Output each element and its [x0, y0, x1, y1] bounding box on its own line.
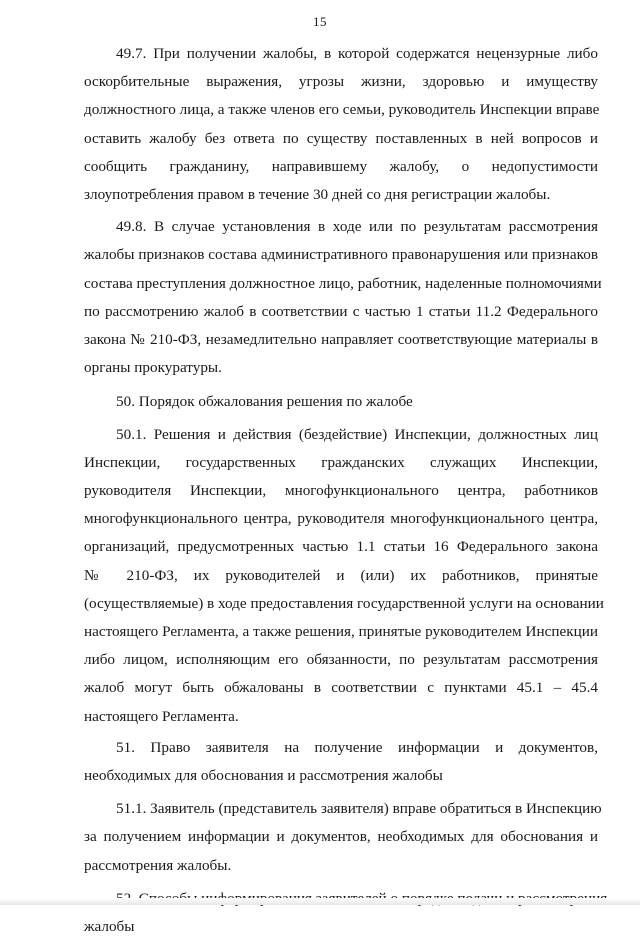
text-line: рассмотрения жалобы.	[84, 856, 232, 874]
text-line: настоящего Регламента.	[84, 707, 239, 725]
text-line: жалоб могут быть обжалованы в соответствии с пунктами 45.1 – 45.4	[84, 679, 598, 697]
text-line: оскорбительные выражения, угрозы жизни, здоровью и имуществу	[84, 73, 598, 91]
paragraph-p50	[84, 388, 598, 416]
text-line: 51. Право заявителя на получение информации и документов,	[116, 738, 598, 756]
page-bottom-edge	[0, 898, 640, 905]
text-line: 50.1. Решения и действия (бездействие) Инспекции, должностных лиц	[116, 425, 598, 443]
text-line: сообщить гражданину, направившему жалобу, о недопустимости	[84, 157, 598, 175]
text-line: закона № 210-ФЗ, незамедлительно направляет соответствующие материалы в	[84, 331, 598, 349]
paragraph-p51-1	[84, 795, 602, 880]
paragraph-p51	[84, 734, 598, 790]
paragraph-p49-8	[84, 213, 602, 382]
paragraph-p52	[84, 885, 598, 941]
paragraph-p49-7	[84, 40, 598, 209]
text-line: органы прокуратуры.	[84, 359, 222, 377]
text-line: необходимых для обоснования и рассмотрения жалобы	[84, 767, 443, 785]
text-line: состава преступления должностное лицо, работник, наделенные полномочиями	[84, 274, 602, 292]
text-line: должностного лица, а также членов его семьи, руководитель Инспекции вправе	[84, 101, 600, 119]
page-number: 15	[313, 14, 327, 29]
text-line: организаций, предусмотренных частью 1.1 статьи 16 Федерального закона	[84, 538, 598, 556]
text-line: 51.1. Заявитель (представитель заявителя) вправе обратиться в Инспекцию	[116, 800, 602, 818]
paragraph-p50-1	[84, 421, 604, 731]
text-line: либо лицом, исполняющим его обязанности, по результатам рассмотрения	[84, 651, 598, 669]
text-line: настоящего Регламента, а также решения, принятые руководителем Инспекции	[84, 623, 598, 641]
text-line: 49.8. В случае установления в ходе или по результатам рассмотрения	[116, 218, 598, 236]
text-line: многофункционального центра, руководителя многофункционального центра,	[84, 510, 598, 528]
text-line: жалобы признаков состава административного правонарушения или признаков	[84, 246, 598, 264]
text-line: Инспекции, государственных гражданских служащих Инспекции,	[84, 453, 598, 471]
document-body	[84, 40, 604, 941]
text-line: 50. Порядок обжалования решения по жалобе	[116, 393, 413, 411]
text-line: по рассмотрению жалоб в соответствии с частью 1 статьи 11.2 Федерального	[84, 302, 598, 320]
text-line: оставить жалобу без ответа по существу поставленных в ней вопросов и	[84, 129, 598, 147]
text-line: № 210-ФЗ, их руководителей и (или) их работников, принятые	[84, 566, 598, 584]
text-line: руководителя Инспекции, многофункционального центра, работников	[84, 482, 598, 500]
text-line: жалобы	[84, 918, 135, 936]
text-line: за получением информации и документов, необходимых для обоснования и	[84, 828, 598, 846]
text-line: (осуществляемые) в ходе предоставления государственной услуги на основании	[84, 594, 604, 612]
text-line: злоупотребления правом в течение 30 дней со дня регистрации жалобы.	[84, 186, 551, 204]
text-line: 49.7. При получении жалобы, в которой содержатся нецензурные либо	[116, 45, 598, 62]
